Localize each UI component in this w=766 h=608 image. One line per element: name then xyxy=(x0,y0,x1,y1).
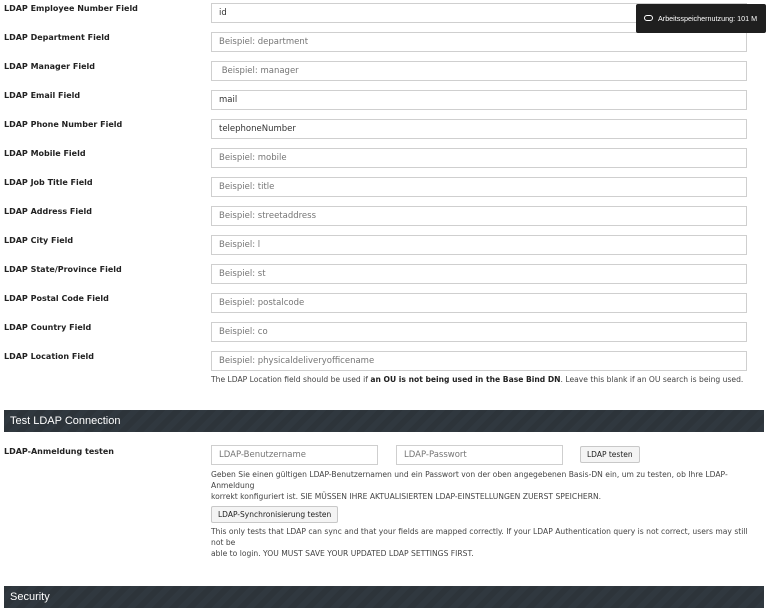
department-input[interactable] xyxy=(211,32,747,52)
field-label-location: LDAP Location Field xyxy=(4,352,94,361)
postal-code-input[interactable] xyxy=(211,293,747,313)
manager-input[interactable] xyxy=(211,61,747,81)
login-help-line-2: korrekt konfiguriert ist. SIE MÜSSEN IHRE AKTUALISIERTEN LDAP-EINSTELLUNGEN ZUERST SPEICHERN. xyxy=(211,492,602,501)
field-label-city: LDAP City Field xyxy=(4,236,74,245)
memory-usage-text: Arbeitsspeichernutzung: 101 M xyxy=(658,14,758,23)
state-input[interactable] xyxy=(211,264,747,284)
ldap-sync-test-button[interactable]: LDAP-Synchronisierung testen xyxy=(211,506,338,523)
cloud-icon xyxy=(644,15,653,21)
field-label-state: LDAP State/Province Field xyxy=(4,265,122,274)
ldap-username-input[interactable] xyxy=(211,445,378,465)
sync-test-help-text xyxy=(211,526,760,559)
field-label-manager: LDAP Manager Field xyxy=(4,62,96,71)
field-label-job-title: LDAP Job Title Field xyxy=(4,178,93,187)
field-label-address: LDAP Address Field xyxy=(4,207,93,216)
address-input[interactable] xyxy=(211,206,747,226)
sync-help-line-1: This only tests that LDAP can sync and that your fields are mapped correctly. If your LDAP Authentication query is not correct, users may still not be xyxy=(211,527,748,547)
ldap-password-input[interactable] xyxy=(396,445,563,465)
sync-help-line-2: able to login. YOU MUST SAVE YOUR UPDATED LDAP SETTINGS FIRST. xyxy=(211,549,474,558)
location-help-before: The LDAP Location field should be used if xyxy=(211,375,371,384)
location-help-bold: an OU is not being used in the Base Bind DN xyxy=(370,375,561,384)
location-input[interactable] xyxy=(211,351,747,371)
location-help-after: . Leave this blank if an OU search is being used. xyxy=(560,375,744,384)
ldap-test-button[interactable]: LDAP testen xyxy=(580,446,640,463)
country-input[interactable] xyxy=(211,322,747,342)
section-header-security: Security xyxy=(4,586,764,608)
mobile-input[interactable] xyxy=(211,148,747,168)
location-help-text xyxy=(211,374,743,385)
memory-usage-toast xyxy=(636,4,766,33)
field-label-email: LDAP Email Field xyxy=(4,91,81,100)
job-title-input[interactable] xyxy=(211,177,747,197)
field-label-phone: LDAP Phone Number Field xyxy=(4,120,123,129)
field-label-department: LDAP Department Field xyxy=(4,33,110,42)
field-label-postal-code: LDAP Postal Code Field xyxy=(4,294,109,303)
ldap-login-test-label: LDAP-Anmeldung testen xyxy=(4,447,114,456)
city-input[interactable] xyxy=(211,235,747,255)
login-test-help-text xyxy=(211,469,760,502)
section-header-test-ldap: Test LDAP Connection xyxy=(4,410,764,432)
field-label-mobile: LDAP Mobile Field xyxy=(4,149,86,158)
email-input[interactable] xyxy=(211,90,747,110)
field-label-employee-number: LDAP Employee Number Field xyxy=(4,4,138,13)
field-label-country: LDAP Country Field xyxy=(4,323,92,332)
login-help-line-1: Geben Sie einen gültigen LDAP-Benutzernamen und ein Passwort von der oben angegebenen Basis-DN ein, um zu testen, ob Ihre LDAP-Anmeldung xyxy=(211,470,728,490)
phone-input[interactable] xyxy=(211,119,747,139)
